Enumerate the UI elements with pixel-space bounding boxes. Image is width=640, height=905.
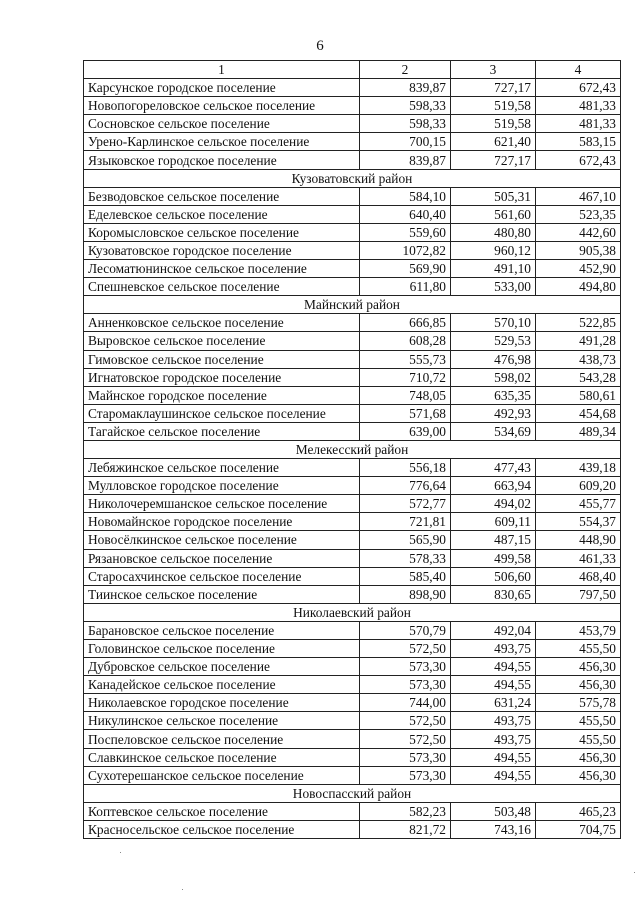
table-row xyxy=(84,97,621,115)
value-col-4: 467,10 xyxy=(536,187,621,205)
value-col-2: 573,30 xyxy=(360,658,451,676)
settlement-name: Старомаклаушинское сельское поселение xyxy=(84,404,360,422)
table-row xyxy=(84,422,621,440)
value-col-3: 494,55 xyxy=(451,676,536,694)
value-col-3: 492,93 xyxy=(451,404,536,422)
value-col-2: 744,00 xyxy=(360,694,451,712)
value-col-3: 493,75 xyxy=(451,712,536,730)
settlement-name: Никулинское сельское поселение xyxy=(84,712,360,730)
value-col-4: 491,28 xyxy=(536,332,621,350)
table-row xyxy=(84,278,621,296)
value-col-3: 493,75 xyxy=(451,640,536,658)
value-col-3: 494,55 xyxy=(451,658,536,676)
settlement-name: Мулловское городское поселение xyxy=(84,477,360,495)
value-col-3: 493,75 xyxy=(451,730,536,748)
table-row xyxy=(84,314,621,332)
value-col-2: 572,50 xyxy=(360,730,451,748)
value-col-4: 672,43 xyxy=(536,151,621,169)
value-col-3: 598,02 xyxy=(451,368,536,386)
district-header-row xyxy=(84,169,621,187)
value-col-2: 573,30 xyxy=(360,676,451,694)
settlement-name: Николаевское городское поселение xyxy=(84,694,360,712)
value-col-3: 663,94 xyxy=(451,477,536,495)
value-col-2: 573,30 xyxy=(360,748,451,766)
value-col-2: 748,05 xyxy=(360,386,451,404)
settlement-name: Поспеловское сельское поселение xyxy=(84,730,360,748)
value-col-3: 635,35 xyxy=(451,386,536,404)
value-col-4: 455,50 xyxy=(536,640,621,658)
settlement-name: Новомайнское городское поселение xyxy=(84,513,360,531)
settlement-name: Урено-Карлинское сельское поселение xyxy=(84,133,360,151)
settlement-name: Коромысловское сельское поселение xyxy=(84,223,360,241)
settlement-name: Барановское сельское поселение xyxy=(84,621,360,639)
district-header-row xyxy=(84,440,621,458)
table-row xyxy=(84,79,621,97)
value-col-3: 494,55 xyxy=(451,766,536,784)
value-col-2: 585,40 xyxy=(360,567,451,585)
settlement-name: Новопогореловское сельское поселение xyxy=(84,97,360,115)
table-row xyxy=(84,549,621,567)
table-row xyxy=(84,223,621,241)
value-col-3: 487,15 xyxy=(451,531,536,549)
scan-speck xyxy=(634,872,635,873)
value-col-3: 960,12 xyxy=(451,241,536,259)
value-col-2: 572,77 xyxy=(360,495,451,513)
table-row xyxy=(84,712,621,730)
settlement-name: Спешневское сельское поселение xyxy=(84,278,360,296)
scan-speck xyxy=(120,852,121,853)
value-col-3: 519,58 xyxy=(451,97,536,115)
value-col-3: 519,58 xyxy=(451,115,536,133)
table-row xyxy=(84,621,621,639)
settlement-name: Безводовское сельское поселение xyxy=(84,187,360,205)
value-col-4: 523,35 xyxy=(536,205,621,223)
value-col-4: 442,60 xyxy=(536,223,621,241)
table-row xyxy=(84,766,621,784)
settlement-name: Тиинское сельское поселение xyxy=(84,585,360,603)
settlement-name: Старосахчинское сельское поселение xyxy=(84,567,360,585)
column-header-1: 1 xyxy=(84,61,360,79)
settlement-name: Коптевское сельское поселение xyxy=(84,802,360,820)
value-col-4: 438,73 xyxy=(536,350,621,368)
district-header-row xyxy=(84,784,621,802)
value-col-4: 583,15 xyxy=(536,133,621,151)
value-col-4: 452,90 xyxy=(536,260,621,278)
value-col-4: 454,68 xyxy=(536,404,621,422)
value-col-4: 456,30 xyxy=(536,748,621,766)
table-row xyxy=(84,404,621,422)
value-col-2: 839,87 xyxy=(360,79,451,97)
value-col-4: 468,40 xyxy=(536,567,621,585)
value-col-4: 455,77 xyxy=(536,495,621,513)
value-col-4: 448,90 xyxy=(536,531,621,549)
settlement-name: Новосёлкинское сельское поселение xyxy=(84,531,360,549)
settlement-name: Карсунское городское поселение xyxy=(84,79,360,97)
table-row xyxy=(84,386,621,404)
district-name: Майнский район xyxy=(84,296,621,314)
table-row xyxy=(84,585,621,603)
value-col-4: 481,33 xyxy=(536,115,621,133)
table-body xyxy=(84,79,621,839)
table-header-row xyxy=(84,61,621,79)
value-col-2: 721,81 xyxy=(360,513,451,531)
settlement-name: Анненковское сельское поселение xyxy=(84,314,360,332)
column-header-4: 4 xyxy=(536,61,621,79)
table-row xyxy=(84,459,621,477)
value-col-3: 621,40 xyxy=(451,133,536,151)
value-col-4: 554,37 xyxy=(536,513,621,531)
value-col-3: 494,55 xyxy=(451,748,536,766)
column-header-2: 2 xyxy=(360,61,451,79)
table-row xyxy=(84,730,621,748)
value-col-2: 776,64 xyxy=(360,477,451,495)
value-col-2: 569,90 xyxy=(360,260,451,278)
value-col-4: 797,50 xyxy=(536,585,621,603)
value-col-2: 839,87 xyxy=(360,151,451,169)
value-col-2: 559,60 xyxy=(360,223,451,241)
value-col-3: 529,53 xyxy=(451,332,536,350)
table-row xyxy=(84,350,621,368)
table-row xyxy=(84,495,621,513)
value-col-4: 439,18 xyxy=(536,459,621,477)
table-row xyxy=(84,802,621,820)
value-col-3: 492,04 xyxy=(451,621,536,639)
settlement-name: Николочеремшанское сельское поселение xyxy=(84,495,360,513)
table-row xyxy=(84,694,621,712)
table-row xyxy=(84,260,621,278)
value-col-3: 561,60 xyxy=(451,205,536,223)
value-col-4: 704,75 xyxy=(536,820,621,838)
table-row xyxy=(84,531,621,549)
value-col-3: 570,10 xyxy=(451,314,536,332)
value-col-2: 639,00 xyxy=(360,422,451,440)
value-col-3: 480,80 xyxy=(451,223,536,241)
table-row xyxy=(84,205,621,223)
value-col-2: 584,10 xyxy=(360,187,451,205)
settlement-name: Дубровское сельское поселение xyxy=(84,658,360,676)
district-name: Новоспасский район xyxy=(84,784,621,802)
district-name: Николаевский район xyxy=(84,603,621,621)
value-col-2: 578,33 xyxy=(360,549,451,567)
settlement-name: Лесоматюнинское сельское поселение xyxy=(84,260,360,278)
table-row xyxy=(84,477,621,495)
column-header-3: 3 xyxy=(451,61,536,79)
table-row xyxy=(84,332,621,350)
value-col-2: 700,15 xyxy=(360,133,451,151)
value-col-3: 727,17 xyxy=(451,151,536,169)
settlement-name: Выровское сельское поселение xyxy=(84,332,360,350)
table-row xyxy=(84,513,621,531)
value-col-4: 453,79 xyxy=(536,621,621,639)
value-col-2: 573,30 xyxy=(360,766,451,784)
settlement-name: Игнатовское городское поселение xyxy=(84,368,360,386)
table-row xyxy=(84,241,621,259)
value-col-2: 1072,82 xyxy=(360,241,451,259)
table-row xyxy=(84,658,621,676)
value-col-2: 598,33 xyxy=(360,97,451,115)
value-col-3: 609,11 xyxy=(451,513,536,531)
value-col-4: 456,30 xyxy=(536,676,621,694)
value-col-4: 494,80 xyxy=(536,278,621,296)
table-row xyxy=(84,748,621,766)
value-col-4: 905,38 xyxy=(536,241,621,259)
value-col-2: 572,50 xyxy=(360,712,451,730)
settlement-name: Гимовское сельское поселение xyxy=(84,350,360,368)
settlement-name: Рязановское сельское поселение xyxy=(84,549,360,567)
settlement-name: Сухотерешанское сельское поселение xyxy=(84,766,360,784)
value-col-3: 503,48 xyxy=(451,802,536,820)
value-col-4: 580,61 xyxy=(536,386,621,404)
table-row xyxy=(84,187,621,205)
settlement-name: Красносельское сельское поселение xyxy=(84,820,360,838)
settlement-name: Языковское городское поселение xyxy=(84,151,360,169)
value-col-3: 477,43 xyxy=(451,459,536,477)
district-header-row xyxy=(84,603,621,621)
value-col-3: 631,24 xyxy=(451,694,536,712)
value-col-4: 489,34 xyxy=(536,422,621,440)
value-col-2: 710,72 xyxy=(360,368,451,386)
value-col-2: 570,79 xyxy=(360,621,451,639)
value-col-2: 572,50 xyxy=(360,640,451,658)
value-col-2: 666,85 xyxy=(360,314,451,332)
value-col-4: 481,33 xyxy=(536,97,621,115)
value-col-4: 455,50 xyxy=(536,712,621,730)
settlement-name: Лебяжинское сельское поселение xyxy=(84,459,360,477)
value-col-2: 598,33 xyxy=(360,115,451,133)
settlement-name: Еделевское сельское поселение xyxy=(84,205,360,223)
value-col-2: 821,72 xyxy=(360,820,451,838)
value-col-4: 672,43 xyxy=(536,79,621,97)
value-col-3: 534,69 xyxy=(451,422,536,440)
table-row xyxy=(84,640,621,658)
value-col-3: 830,65 xyxy=(451,585,536,603)
value-col-2: 571,68 xyxy=(360,404,451,422)
value-col-3: 494,02 xyxy=(451,495,536,513)
value-col-4: 575,78 xyxy=(536,694,621,712)
settlement-name: Майнское городское поселение xyxy=(84,386,360,404)
value-col-3: 476,98 xyxy=(451,350,536,368)
settlement-name: Канадейское сельское поселение xyxy=(84,676,360,694)
value-col-4: 456,30 xyxy=(536,658,621,676)
table-row xyxy=(84,567,621,585)
value-col-3: 499,58 xyxy=(451,549,536,567)
table-row xyxy=(84,151,621,169)
value-col-3: 505,31 xyxy=(451,187,536,205)
settlement-name: Тагайское сельское поселение xyxy=(84,422,360,440)
value-col-3: 743,16 xyxy=(451,820,536,838)
table-row xyxy=(84,115,621,133)
value-col-2: 608,28 xyxy=(360,332,451,350)
value-col-2: 555,73 xyxy=(360,350,451,368)
page-number: 6 xyxy=(316,38,324,54)
table-row xyxy=(84,676,621,694)
value-col-2: 565,90 xyxy=(360,531,451,549)
settlement-name: Сосновское сельское поселение xyxy=(84,115,360,133)
value-col-4: 461,33 xyxy=(536,549,621,567)
value-col-2: 640,40 xyxy=(360,205,451,223)
value-col-4: 465,23 xyxy=(536,802,621,820)
value-col-4: 609,20 xyxy=(536,477,621,495)
value-col-2: 898,90 xyxy=(360,585,451,603)
value-col-4: 456,30 xyxy=(536,766,621,784)
value-col-2: 556,18 xyxy=(360,459,451,477)
settlements-table xyxy=(83,60,621,839)
value-col-4: 522,85 xyxy=(536,314,621,332)
value-col-2: 582,23 xyxy=(360,802,451,820)
settlement-name: Кузоватовское городское поселение xyxy=(84,241,360,259)
table-row xyxy=(84,133,621,151)
value-col-3: 506,60 xyxy=(451,567,536,585)
table-row xyxy=(84,820,621,838)
settlement-name: Головинское сельское поселение xyxy=(84,640,360,658)
value-col-3: 491,10 xyxy=(451,260,536,278)
value-col-2: 611,80 xyxy=(360,278,451,296)
value-col-4: 543,28 xyxy=(536,368,621,386)
district-name: Кузоватовский район xyxy=(84,169,621,187)
scan-speck xyxy=(182,889,183,890)
table-row xyxy=(84,368,621,386)
value-col-3: 533,00 xyxy=(451,278,536,296)
value-col-3: 727,17 xyxy=(451,79,536,97)
district-name: Мелекесский район xyxy=(84,440,621,458)
settlement-name: Славкинское сельское поселение xyxy=(84,748,360,766)
value-col-4: 455,50 xyxy=(536,730,621,748)
district-header-row xyxy=(84,296,621,314)
